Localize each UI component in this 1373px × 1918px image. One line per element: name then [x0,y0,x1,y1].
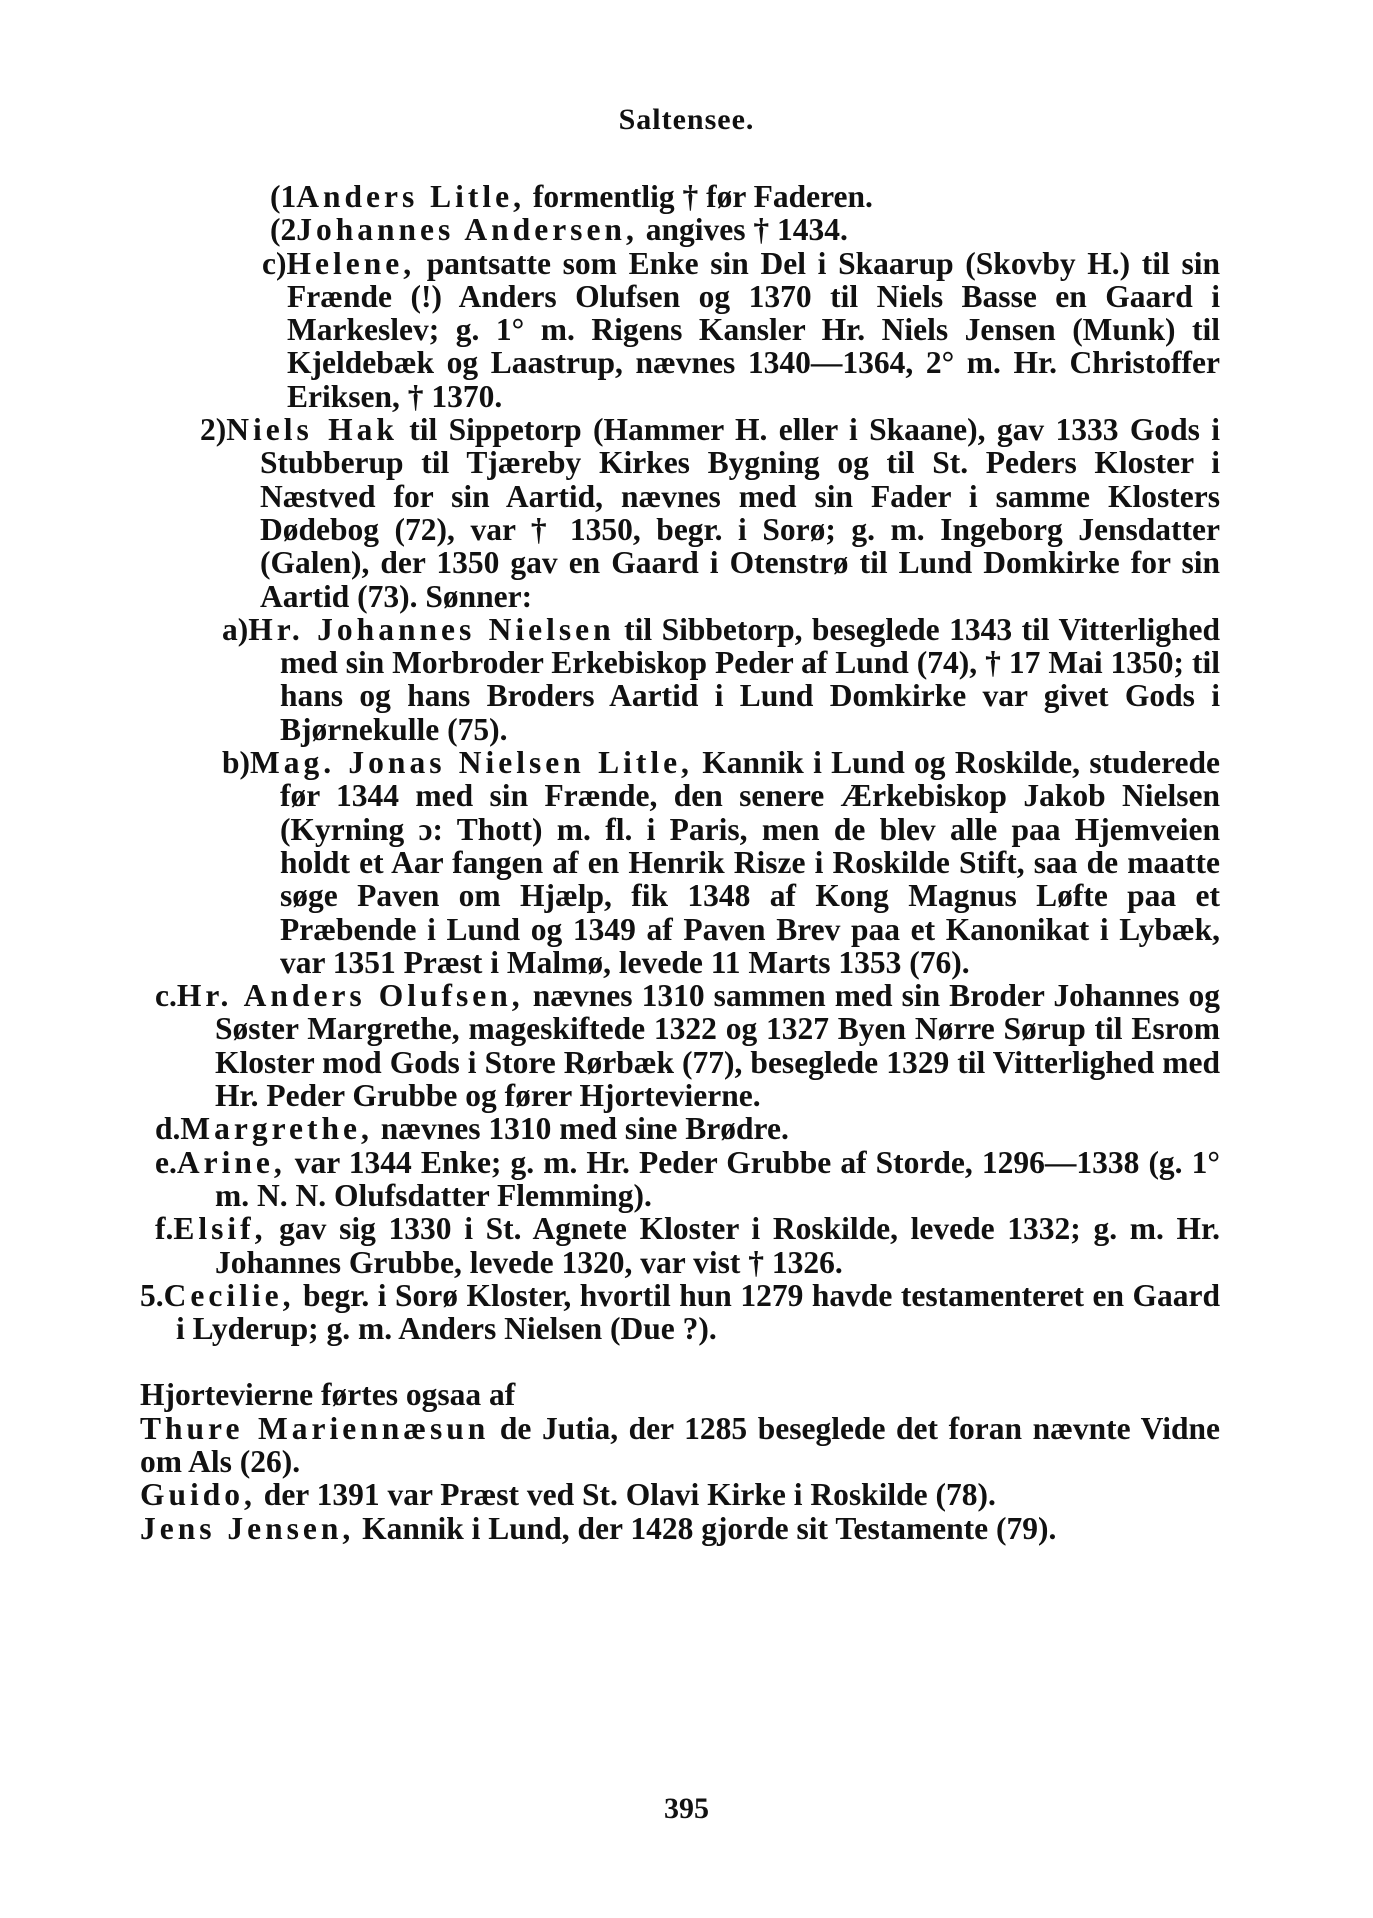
closing-item-thure [140,1412,1220,1479]
entry-jonas-nielsen-litle [140,746,1220,979]
closing-text: der 1391 var Præst ved St. Olavi Kirke i Roskilde (78). [255,1477,996,1513]
entry-text: gav sig 1330 i St. Agnete Kloster i Roskilde, levede 1332; g. m. Hr. Johannes Grubbe, levede 1320, var vist † 1326. [215,1211,1220,1280]
entry-name: Anders Litle, [296,179,525,214]
entry-text: pantsatte som Enke sin Del i Skaarup (Skovby H.) til sin Frænde (!) Anders Olufsen og 1370 til Niels Basse en Gaard i Markeslev; g. 1° m. Rigens Kansler Hr. Niels Jensen (Munk) til Kjeldebæk og Laastrup, nævnes 1340—1364, 2° m. Hr. Christoffer Eriksen, † 1370. [287,245,1220,414]
running-header: Saltensee. [618,103,755,136]
entry-prefix: f. [155,1211,174,1247]
entry-name: Mag. Jonas Nielsen Litle, [250,745,693,781]
entry-name: Hr. Anders Olufsen, [176,978,524,1014]
entry-prefix: a) [222,611,249,647]
entry-text: angives † 1434. [637,212,848,248]
entry-margrethe [140,1112,1220,1145]
entry-helene [140,247,1220,413]
closing-item-guido [140,1478,1220,1511]
entry-name: Helene, [286,245,416,281]
entry-prefix: 5. [140,1277,164,1313]
entry-anders-litle [140,180,1220,213]
entry-text: nævnes 1310 med sine Brødre. [372,1111,789,1147]
entry-name: Arine, [176,1144,286,1180]
entry-text: nævnes 1310 sammen med sin Broder Johannes og Søster Margrethe, mageskiftede 1322 og 1327 Byen Nørre Sørup til Esrom Kloster mod Gods i Store Rørbæk (77), beseglede 1329 til Vitterlighed med Hr. Peder Grubbe og fører Hjortevierne. [215,978,1220,1114]
entry-prefix: d. [155,1111,181,1147]
closing-intro: Hjortevierne førtes ogsaa af [140,1377,516,1413]
entry-johannes-andersen [140,213,1220,246]
entry-text: formentlig † før Faderen. [525,179,873,214]
closing-name: Guido, [140,1477,256,1513]
closing-item-jens-jensen [140,1512,1220,1545]
entry-name: Margrethe, [180,1111,373,1147]
entry-prefix: e. [155,1144,177,1180]
entry-text: var 1344 Enke; g. m. Hr. Peder Grubbe af Storde, 1296—1338 (g. 1° m. N. N. Olufsdatter Flemming). [215,1144,1220,1213]
genealogy-text [140,180,1220,1545]
entry-anders-olufsen [140,979,1220,1112]
entry-elsif [140,1212,1220,1279]
page-number: 395 [664,1792,709,1825]
entry-niels-hak [140,413,1220,613]
paragraph-gap [140,1345,1220,1378]
entry-prefix: c. [155,978,177,1014]
entry-cecilie [140,1279,1220,1346]
closing-text: de Jutia, der 1285 beseglede det foran nævnte Vidne om Als (26). [140,1410,1220,1479]
entry-name: Elsif, [173,1211,267,1247]
entry-prefix: b) [222,745,251,781]
entry-prefix: 2) [200,412,227,448]
entry-prefix: (1 [270,179,297,214]
closing-text: Kannik i Lund, der 1428 gjorde sit Testamente (79). [354,1510,1057,1546]
entry-name: Cecilie, [163,1277,295,1313]
closing-name: Jens Jensen, [140,1510,355,1546]
entry-johannes-nielsen [140,613,1220,746]
entry-prefix: (2 [270,212,297,248]
closing-name: Thure Mariennæsun [140,1410,490,1446]
entry-prefix: c) [262,245,287,281]
entry-name: Johannes Andersen, [296,212,638,248]
entry-name: Hr. Johannes Nielsen [248,611,615,647]
entry-text: til Sibbetorp, beseglede 1343 til Vitterlighed med sin Morbroder Erkebiskop Peder af Lund (74), † 17 Mai 1350; til hans og hans Broders Aartid i Lund Domkirke var givet Gods i Bjørnekulle (75). [280,611,1220,747]
entry-text: Kannik i Lund og Roskilde, studerede før 1344 med sin Frænde, den senere Ærkebiskop Jakob Nielsen (Kyrning ɔ: Thott) m. fl. i Paris, men de blev alle paa Hjemveien holdt et Aar fangen af en Henrik Risze i Roskilde Stift, saa de maatte søge Paven om Hjælp, fik 1348 af Kong Magnus Løfte paa et Præbende i Lund og 1349 af Paven Brev paa et Kanonikat i Lybæk, var 1351 Præst i Malmø, levede 11 Marts 1353 (76). [280,745,1220,980]
entry-text: begr. i Sorø Kloster, hvortil hun 1279 havde testamenteret en Gaard i Lyderup; g. m. Anders Nielsen (Due ?). [176,1277,1220,1347]
entry-text: til Sippetorp (Hammer H. eller i Skaane), gav 1333 Gods i Stubberup til Tjæreby Kirkes Bygning og til St. Peders Kloster i Næstved for sin Aartid, nævnes med sin Fader i samme Klosters Dødebog (72), var † 1350, begr. i Sorø; g. m. Ingeborg Jensdatter (Galen), der 1350 gav en Gaard i Otenstrø til Lund Domkirke for sin Aartid (73). Sønner: [260,412,1221,614]
entry-arine [140,1146,1220,1213]
entry-name: Niels Hak [226,412,398,448]
